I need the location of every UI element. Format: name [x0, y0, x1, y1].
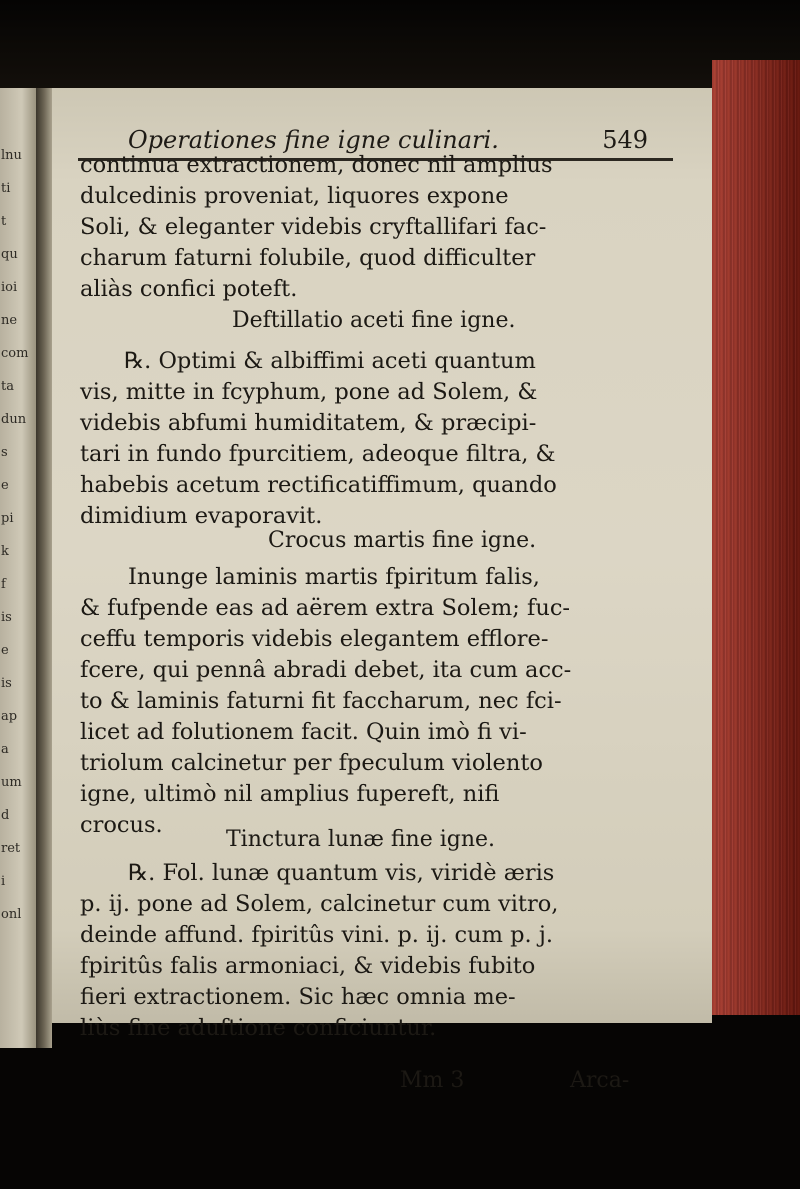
facing-page-fragment: com: [1, 346, 29, 361]
facing-page-fragment: pi: [1, 511, 14, 526]
text-line: fpiritûs falis armoniaci, & videbis fubito: [80, 953, 536, 979]
text-line: aliàs confici poteft.: [80, 276, 298, 302]
section-heading-crocus: Crocus martis fine igne.: [268, 528, 537, 553]
text-line: ℞. Fol. lunæ quantum vis, viridè æris: [128, 860, 555, 886]
text-line: to & laminis faturni fit faccharum, nec fci-: [80, 688, 562, 714]
text-line: ceffu temporis videbis elegantem efflore-: [80, 626, 549, 652]
text-line: charum faturni folubile, quod difficulter: [80, 245, 536, 271]
text-line: Inunge laminis martis fpiritum falis,: [128, 564, 540, 590]
facing-page-fragment: s: [1, 445, 8, 460]
text-line: dimidium evaporavit.: [80, 503, 323, 529]
facing-page-fragment: a: [1, 742, 9, 757]
book-gutter: [36, 88, 52, 1048]
facing-page-fragment: ta: [1, 379, 14, 394]
section-heading-deftillatio: Deftillatio aceti fine igne.: [232, 308, 516, 333]
section-heading-tinctura: Tinctura lunæ fine igne.: [226, 827, 496, 852]
text-line: ℞. Optimi & albiffimi aceti quantum: [124, 348, 536, 374]
facing-page-fragment: ti: [1, 181, 11, 196]
facing-page-fragment: lnu: [1, 148, 22, 163]
facing-page-fragment: f: [1, 577, 6, 592]
facing-page-fragment: is: [1, 610, 12, 625]
facing-page-fragment: e: [1, 478, 9, 493]
facing-page-fragment: e: [1, 643, 9, 658]
facing-page-fragment: onl: [1, 907, 22, 922]
facing-page-fragment: t: [1, 214, 7, 229]
page-number: 549: [602, 126, 648, 154]
catchword: Arca-: [570, 1068, 630, 1093]
text-line: continua extractionem, donec nil amplius: [80, 152, 553, 178]
facing-page-fragment: dun: [1, 412, 27, 427]
text-line: vis, mitte in fcyphum, pone ad Solem, &: [80, 379, 538, 405]
signature-mark: Mm 3: [400, 1068, 465, 1093]
text-line: licet ad folutionem facit. Quin imò fi vi-: [80, 719, 527, 745]
facing-page-fragment: ap: [1, 709, 18, 724]
text-line: videbis abfumi humiditatem, & præcipi-: [80, 410, 537, 436]
facing-page-fragment: ret: [1, 841, 21, 856]
facing-page-fragment: i: [1, 874, 6, 889]
text-line: deinde affund. fpiritûs vini. p. ij. cum p. j.: [80, 922, 553, 948]
text-line: tari in fundo fpurcitiem, adeoque filtra, &: [80, 441, 556, 467]
text-line: crocus.: [80, 812, 163, 838]
facing-page-fragment: k: [1, 544, 9, 559]
top-shadow: [0, 0, 800, 95]
text-line: igne, ultimò nil amplius fupereft, nifi: [80, 781, 500, 807]
text-line: p. ij. pone ad Solem, calcinetur cum vitro,: [80, 891, 559, 917]
facing-page-fragment: qu: [1, 247, 18, 262]
facing-page-fragment: ne: [1, 313, 18, 328]
facing-page-edge: [0, 88, 36, 1048]
bottom-shadow: [0, 1015, 800, 1189]
text-line: triolum calcinetur per fpeculum violento: [80, 750, 543, 776]
text-line: fieri extractionem. Sic hæc omnia me-: [80, 984, 516, 1010]
running-head: [128, 126, 648, 154]
text-line: & fufpende eas ad aërem extra Solem; fuc-: [80, 595, 571, 621]
running-head-title: Operationes fine igne culinari.: [128, 126, 499, 154]
red-fore-edge: [712, 60, 800, 1015]
text-line: habebis acetum rectificatiffimum, quando: [80, 472, 557, 498]
facing-page-fragment: is: [1, 676, 12, 691]
text-line: Soli, & eleganter videbis cryftallifari fac-: [80, 214, 547, 240]
text-line: fcere, qui pennâ abradi debet, ita cum acc-: [80, 657, 572, 683]
facing-page-fragment: ioi: [1, 280, 18, 295]
text-line: dulcedinis proveniat, liquores expone: [80, 183, 509, 209]
facing-page-fragment: um: [1, 775, 22, 790]
facing-page-fragment: d: [1, 808, 10, 823]
text-line: liùs fine aduftione conficiuntur.: [80, 1015, 437, 1041]
